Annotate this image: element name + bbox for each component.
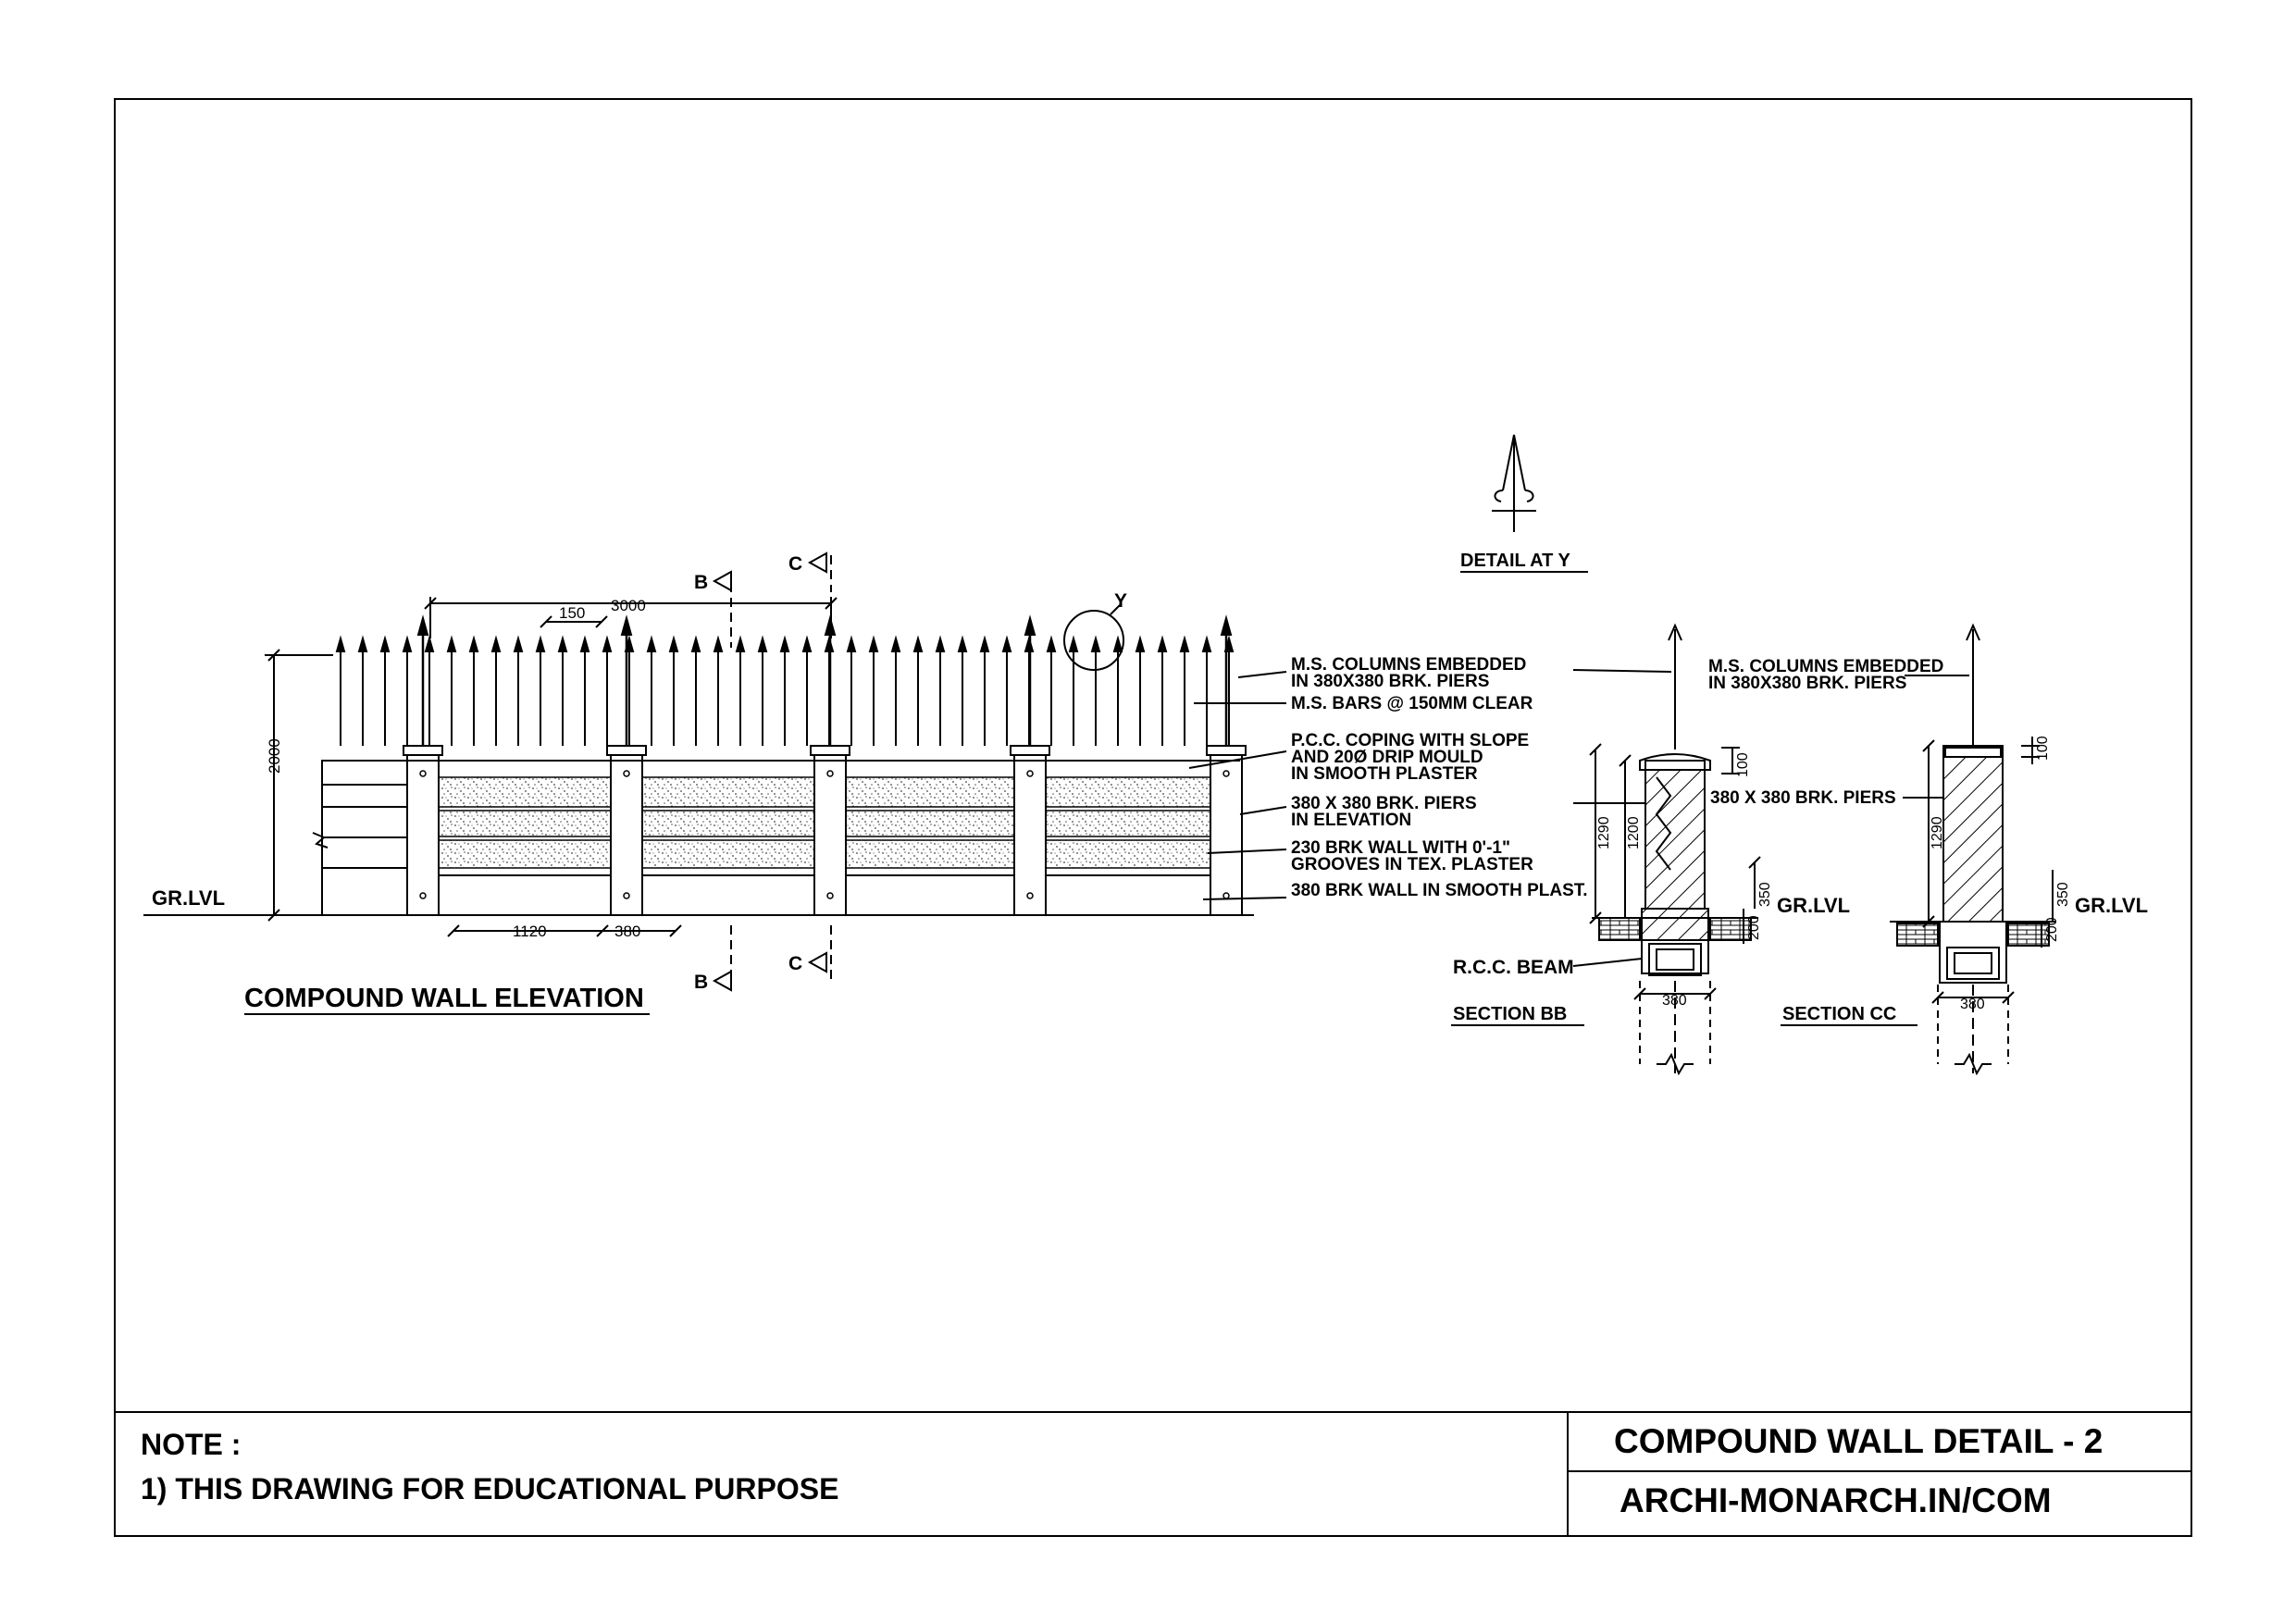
- ms-bar: [1136, 638, 1144, 746]
- note-line: IN 380X380 BRK. PIERS: [1291, 672, 1490, 691]
- brick-pier: [403, 746, 442, 915]
- dim-2000: 2000: [266, 738, 283, 774]
- ms-bar: [692, 638, 700, 746]
- rcc-beam-label: R.C.C. BEAM: [1453, 957, 1574, 978]
- wall-bay: [1046, 761, 1210, 915]
- note-line-educational: 1) THIS DRAWING FOR EDUCATIONAL PURPOSE: [141, 1472, 839, 1505]
- section-cc-ground-label: GR.LVL: [2075, 894, 2149, 917]
- section-cc-dim-350: 350: [2055, 882, 2071, 907]
- ms-bar: [803, 638, 811, 746]
- ms-bar: [737, 638, 744, 746]
- ms-bar: [870, 638, 877, 746]
- ms-bar: [381, 638, 389, 746]
- dim-150: 150: [559, 604, 586, 622]
- drawing-title: COMPOUND WALL DETAIL - 2: [1614, 1422, 2104, 1460]
- ms-bar: [670, 638, 677, 746]
- note-line: AND 20Ø DRIP MOULD: [1291, 748, 1483, 767]
- ms-bar: [914, 638, 922, 746]
- ms-bar: [892, 638, 900, 746]
- brick-pier: [1207, 746, 1246, 915]
- note-line: M.S. COLUMNS EMBEDDED: [1291, 655, 1527, 675]
- detail-y-title: DETAIL AT Y: [1460, 551, 1570, 571]
- dim-380: 380: [614, 923, 641, 940]
- wall-bay: [846, 761, 1014, 915]
- section-cc-dim-380: 380: [1960, 997, 1985, 1012]
- ms-bar: [426, 638, 433, 746]
- wall-bay: [642, 761, 814, 915]
- section-bb-dim-1290: 1290: [1596, 816, 1612, 849]
- wall-bay: [439, 761, 611, 915]
- dim-1120: 1120: [513, 923, 547, 940]
- section-bb-dim-200: 200: [1746, 915, 1762, 940]
- elevation-title: COMPOUND WALL ELEVATION: [244, 984, 644, 1013]
- note-line: GROOVES IN TEX. PLASTER: [1291, 855, 1533, 874]
- ms-bar: [559, 638, 566, 746]
- ms-bar: [581, 638, 589, 746]
- ms-bar: [1092, 638, 1099, 746]
- ms-bar: [403, 638, 411, 746]
- elevation-notes: [1291, 655, 1588, 900]
- note-line: IN ELEVATION: [1291, 811, 1412, 830]
- ms-bar: [648, 638, 655, 746]
- section-cc-dim-100: 100: [2035, 736, 2051, 761]
- ms-bar: [515, 638, 522, 746]
- note-line: P.C.C. COPING WITH SLOPE: [1291, 731, 1530, 750]
- ms-bar: [537, 638, 544, 746]
- note-heading: NOTE :: [141, 1428, 242, 1461]
- note-line: 380 X 380 BRK. PIERS: [1291, 794, 1477, 813]
- ms-bar: [470, 638, 478, 746]
- website-label: ARCHI-MONARCH.IN/COM: [1620, 1481, 2052, 1519]
- section-cc-title: SECTION CC: [1782, 1004, 1897, 1024]
- ms-bar: [959, 638, 966, 746]
- ms-bar: [1159, 638, 1166, 746]
- ms-bar: [603, 638, 611, 746]
- ground-level-label: GR.LVL: [152, 886, 226, 910]
- elevation-drawing: [143, 553, 1286, 1014]
- brick-pier: [607, 746, 646, 915]
- note-line: 380 BRK WALL IN SMOOTH PLAST.: [1291, 881, 1588, 900]
- ms-bar: [492, 638, 500, 746]
- ms-bar: [848, 638, 855, 746]
- ms-bar: [714, 638, 722, 746]
- ms-bar: [337, 638, 344, 746]
- ms-bar: [1048, 638, 1055, 746]
- section-cc-note: IN 380X380 BRK. PIERS: [1708, 674, 1907, 693]
- section-cc-dim-1290: 1290: [1930, 816, 1945, 849]
- section-cc-note: M.S. COLUMNS EMBEDDED: [1708, 657, 1944, 676]
- brick-pier: [811, 746, 850, 915]
- section-marker-b-top: B: [694, 572, 709, 593]
- section-bb-dim-100: 100: [1735, 752, 1751, 777]
- dim-3000: 3000: [611, 597, 646, 614]
- section-marker-b-bottom: B: [694, 972, 709, 993]
- note-line: 230 BRK WALL WITH 0'-1": [1291, 838, 1510, 858]
- ms-bar: [1070, 638, 1077, 746]
- ms-bar: [781, 638, 788, 746]
- section-cc-note: 380 X 380 BRK. PIERS: [1710, 788, 1896, 808]
- section-bb-dim-380: 380: [1662, 993, 1687, 1009]
- ms-bar: [1181, 638, 1188, 746]
- ms-bar: [981, 638, 988, 746]
- ms-bar: [1203, 638, 1210, 746]
- section-marker-c-top: C: [788, 553, 803, 575]
- ms-column: [418, 618, 428, 746]
- section-bb-title: SECTION BB: [1453, 1004, 1568, 1024]
- note-line: M.S. BARS @ 150MM CLEAR: [1291, 694, 1533, 713]
- section-bb-dim-350: 350: [1757, 882, 1773, 907]
- ms-bar: [359, 638, 366, 746]
- section-bb-dim-1200: 1200: [1626, 816, 1642, 849]
- ms-column: [1025, 618, 1035, 746]
- ms-bar: [448, 638, 455, 746]
- ms-bar: [937, 638, 944, 746]
- section-marker-c-bottom: C: [788, 953, 803, 974]
- section-cc-dim-200: 200: [2044, 917, 2060, 942]
- ms-bar: [1003, 638, 1011, 746]
- note-line: IN SMOOTH PLASTER: [1291, 764, 1478, 784]
- ms-bar: [759, 638, 766, 746]
- brick-pier: [1011, 746, 1049, 915]
- section-bb-ground-label: GR.LVL: [1777, 894, 1851, 917]
- detail-marker-y: Y: [1114, 590, 1128, 612]
